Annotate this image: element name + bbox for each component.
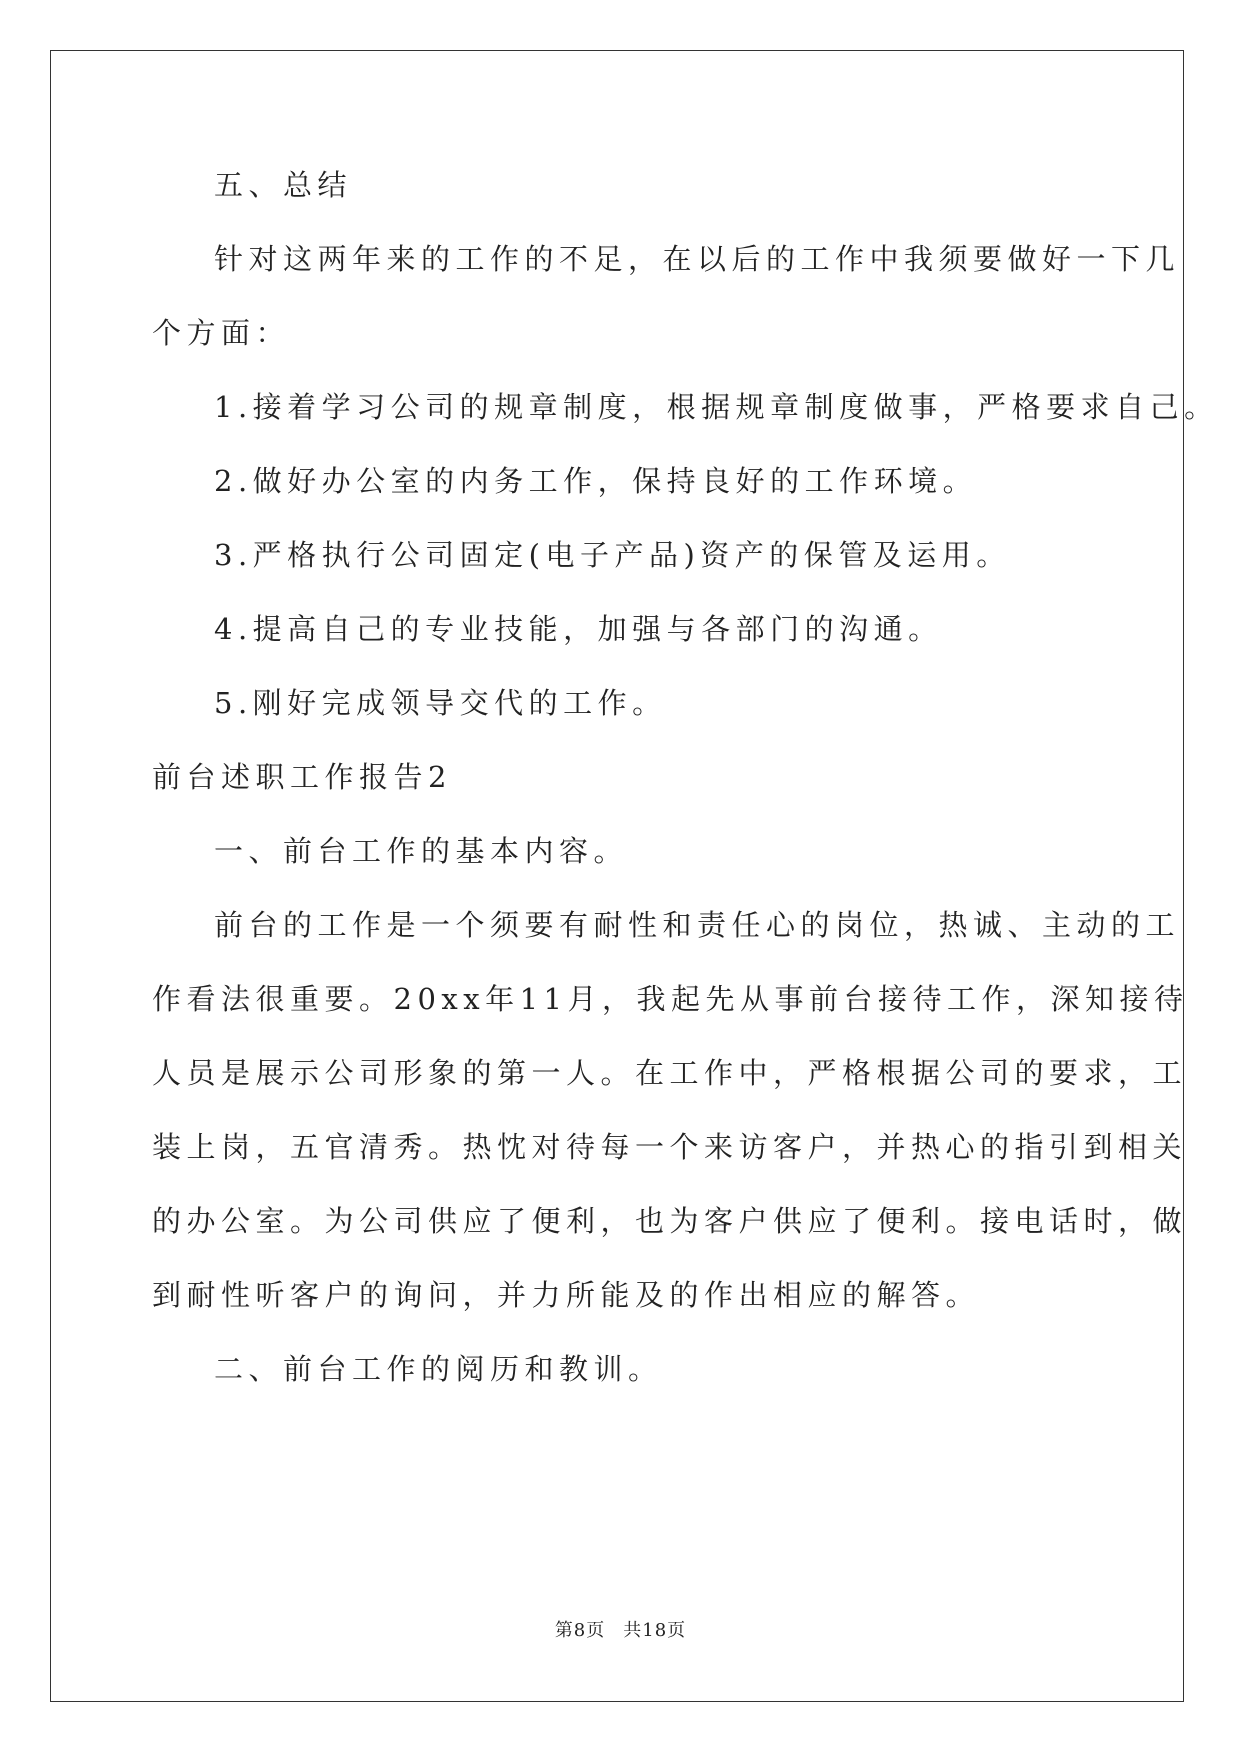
list-item-4: 4.提高自己的专业技能，加强与各部门的沟通。 bbox=[214, 612, 943, 646]
list-item-2: 2.做好办公室的内务工作，保持良好的工作环境。 bbox=[214, 464, 978, 498]
page-footer bbox=[0, 1616, 1241, 1642]
list-item-3: 3.严格执行公司固定(电子产品)资产的保管及运用。 bbox=[214, 538, 1011, 572]
section-heading-summary: 五、总结 bbox=[214, 168, 353, 202]
page-number: 第8页 bbox=[554, 1620, 606, 1641]
section-heading-experience: 二、前台工作的阅历和教训。 bbox=[214, 1352, 663, 1386]
paragraph-line: 个方面： bbox=[152, 316, 291, 350]
paragraph-line: 装上岗，五官清秀。热忱对待每一个来访客户，并热心的指引到相关 bbox=[152, 1130, 1188, 1164]
page-total: 共18页 bbox=[623, 1620, 687, 1641]
paragraph-line: 针对这两年来的工作的不足，在以后的工作中我须要做好一下几 bbox=[214, 242, 1181, 276]
paragraph-line: 作看法很重要。20xx年11月，我起先从事前台接待工作，深知接待 bbox=[152, 982, 1189, 1016]
paragraph-line: 人员是展示公司形象的第一人。在工作中，严格根据公司的要求，工 bbox=[152, 1056, 1188, 1090]
section-heading-basic-content: 一、前台工作的基本内容。 bbox=[214, 834, 629, 868]
list-item-1: 1.接着学习公司的规章制度，根据规章制度做事，严格要求自己。 bbox=[214, 390, 1219, 424]
page-border bbox=[50, 50, 1184, 1702]
list-item-5: 5.刚好完成领导交代的工作。 bbox=[214, 686, 667, 720]
paragraph-line: 到耐性听客户的询问，并力所能及的作出相应的解答。 bbox=[152, 1278, 981, 1312]
paragraph-line: 前台的工作是一个须要有耐性和责任心的岗位，热诚、主动的工 bbox=[214, 908, 1181, 942]
paragraph-line: 的办公室。为公司供应了便利，也为客户供应了便利。接电话时，做 bbox=[152, 1204, 1188, 1238]
report-title: 前台述职工作报告2 bbox=[152, 760, 452, 794]
